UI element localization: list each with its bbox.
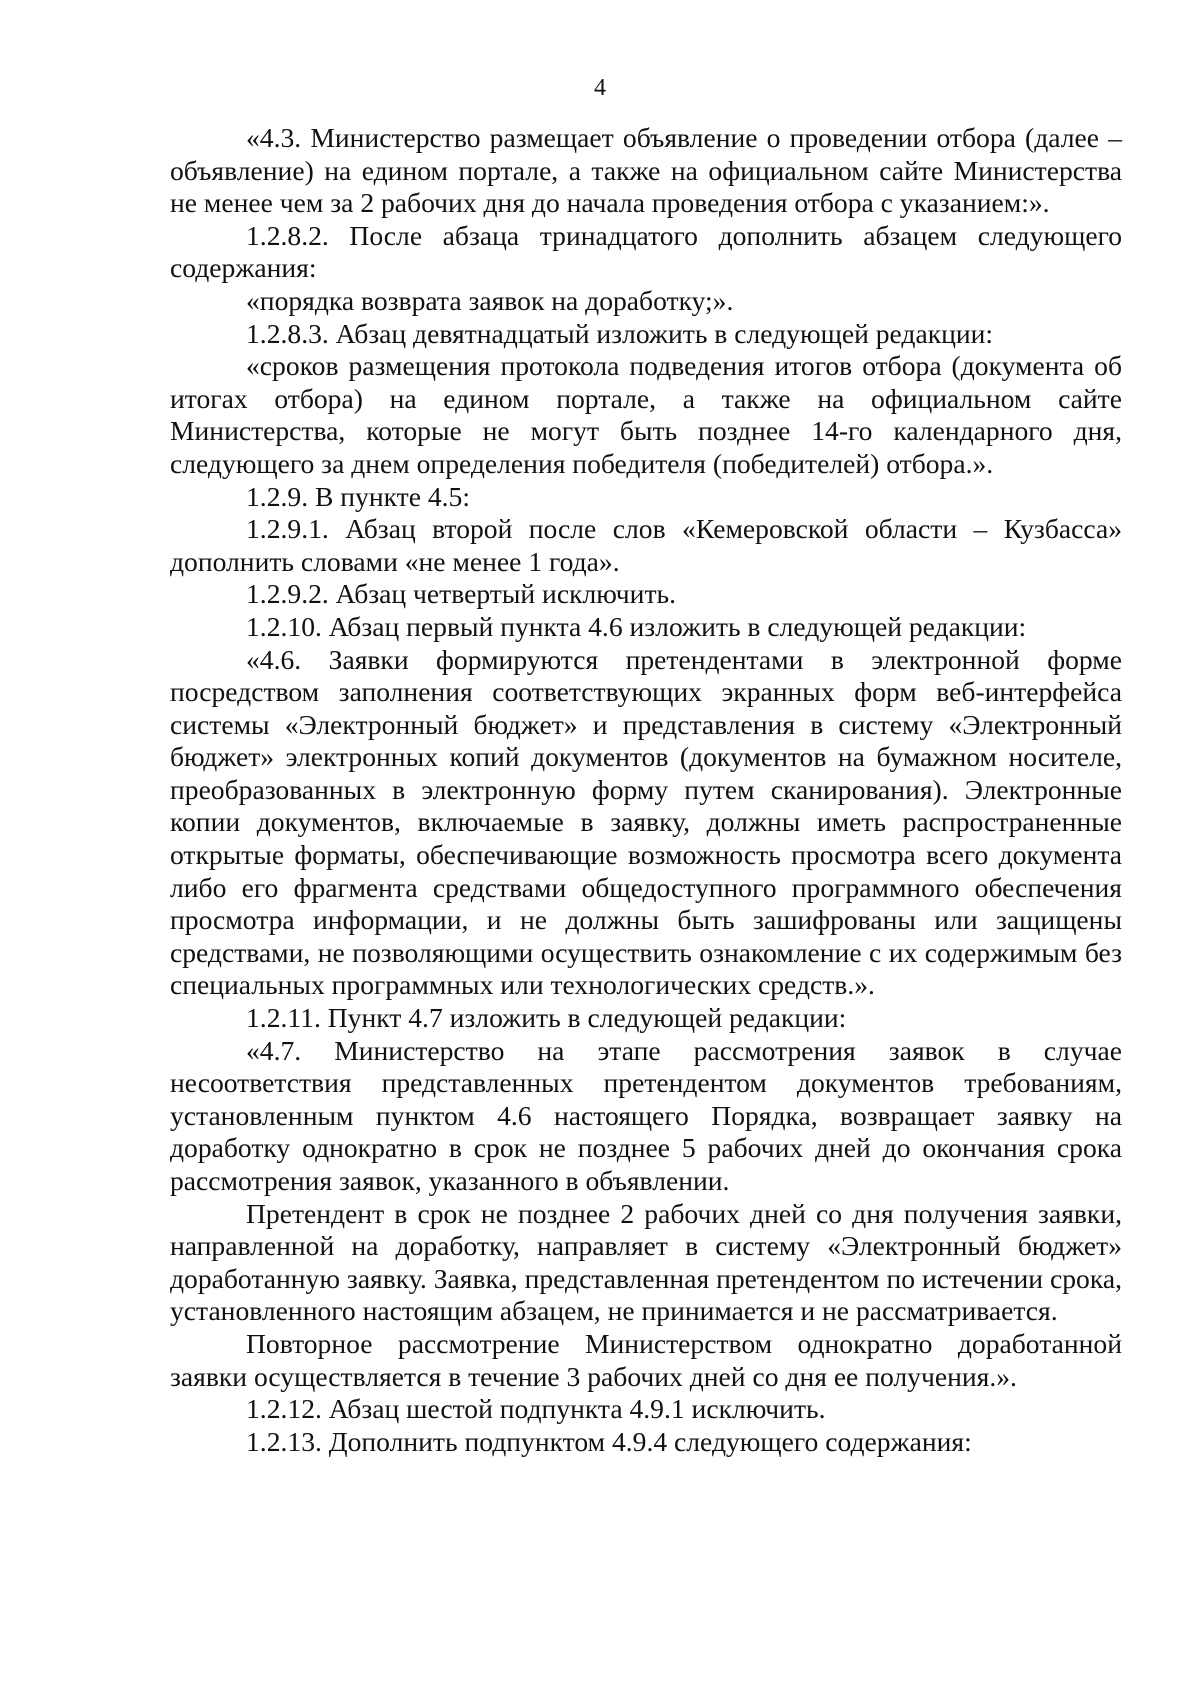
paragraph-1-2-13: 1.2.13. Дополнить подпунктом 4.9.4 следующего содержания: (246, 1425, 972, 1457)
document-body (170, 122, 1122, 1458)
paragraph-applicant-deadline: Претендент в срок не позднее 2 рабочих дней со дня получения заявки, направленной на доработку, направляет в систему «Электронный бюджет» доработанную заявку. Заявка, представленная претендентом по истечении срока, установленного настоящим абзацем, не принимается и не рассматривается. (170, 1197, 1122, 1327)
paragraph-1-2-12: 1.2.12. Абзац шестой подпункта 4.9.1 исключить. (246, 1393, 826, 1425)
paragraph-1-2-8-3: 1.2.8.3. Абзац девятнадцатый изложить в следующей редакции: (246, 317, 994, 349)
paragraph-1-2-8-2: 1.2.8.2. После абзаца тринадцатого дополнить абзацем следующего содержания: (170, 219, 1122, 284)
paragraph-quote-4-7: «4.7. Министерство на этапе рассмотрения заявок в случае несоответствия представленных претендентом документов требованиям, установленным пунктом 4.6 настоящего Порядка, возвращает заявку на доработку однократно в срок не позднее 5 рабочих дней до окончания срока рассмотрения заявок, указанного в объявлении. (170, 1034, 1122, 1196)
paragraph-4-3: «4.3. Министерство размещает объявление о проведении отбора (далее – объявление) на едином портале, а также на официальном сайте Министерства не менее чем за 2 рабочих дня до начала проведения отбора с указанием:». (170, 122, 1122, 219)
paragraph-1-2-11: 1.2.11. Пункт 4.7 изложить в следующей редакции: (246, 1002, 847, 1034)
paragraph-1-2-9-1: 1.2.9.1. Абзац второй после слов «Кемеровской области – Кузбасса» дополнить словами «не менее 1 года». (170, 513, 1122, 577)
paragraph-quote-protocol-deadlines: «сроков размещения протокола подведения итогов отбора (документа об итогах отбора) на едином портале, а также на официальном сайте Министерства, которые не могут быть позднее 14-го календарного дня, следующего за днем определения победителя (победителей) отбора.». (170, 350, 1122, 479)
paragraph-1-2-9-2: 1.2.9.2. Абзац четвертый исключить. (246, 578, 676, 610)
paragraph-1-2-10: 1.2.10. Абзац первый пункта 4.6 изложить в следующей редакции: (246, 610, 1027, 642)
paragraph-quote-4-6: «4.6. Заявки формируются претендентами в электронной форме посредством заполнения соответствующих экранных форм веб-интерфейса системы «Электронный бюджет» и представления в систему «Электронный бюджет» электронных копий документов (документов на бумажном носителе, преобразованных в электронную форму путем сканирования). Электронные копии документов, включаемые в заявку, должны иметь распространенные открытые форматы, обеспечивающие возможность просмотра всего документа либо его фрагмента средствами общедоступного программного обеспечения просмотра информации, и не должны быть зашифрованы или защищены средствами, не позволяющими осуществить ознакомление с их содержимым без специальных программных или технологических средств.». (170, 643, 1122, 1001)
paragraph-repeat-review: Повторное рассмотрение Министерством однократно доработанной заявки осуществляется в течение 3 рабочих дней со дня ее получения.». (170, 1327, 1122, 1392)
page-number: 4 (594, 75, 606, 101)
paragraph-1-2-9: 1.2.9. В пункте 4.5: (246, 480, 471, 512)
paragraph-quote-return-order: «порядка возврата заявок на доработку;». (246, 284, 734, 316)
